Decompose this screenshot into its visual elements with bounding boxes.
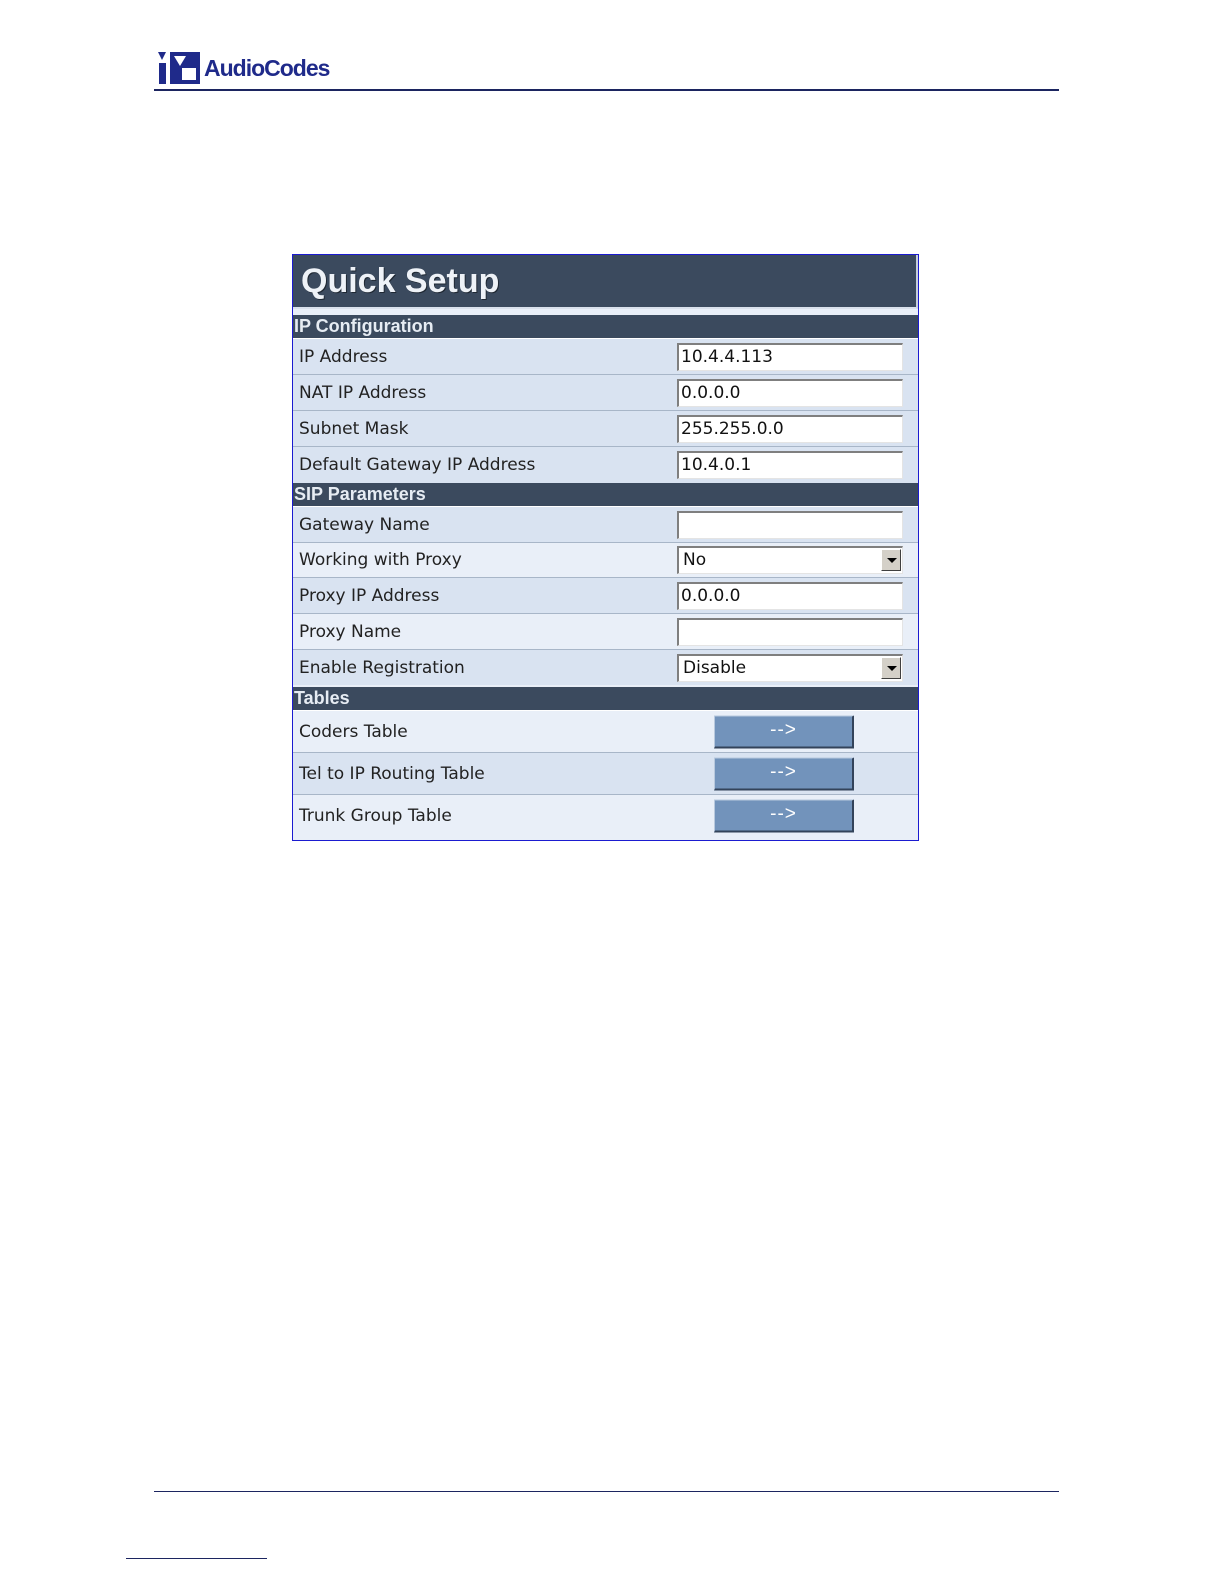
row-trunk-group-table — [293, 795, 918, 836]
nat-ip-address-field[interactable]: 0.0.0.0 — [677, 379, 903, 407]
trunk-group-table-label: Trunk Group Table — [299, 805, 452, 826]
proxy-name-field[interactable] — [677, 618, 903, 646]
row-subnet-mask — [293, 411, 918, 447]
quick-setup-panel — [292, 254, 919, 841]
section-sip-parameters: SIP Parameters — [293, 483, 918, 507]
default-gateway-field[interactable]: 10.4.0.1 — [677, 451, 903, 479]
proxy-name-label: Proxy Name — [299, 621, 402, 642]
footer-rule — [154, 1491, 1059, 1492]
chevron-down-icon[interactable] — [881, 657, 901, 679]
working-with-proxy-value: No — [683, 550, 707, 570]
gateway-name-field[interactable] — [677, 511, 903, 539]
footnote-rule — [126, 1558, 267, 1559]
coders-table-label: Coders Table — [299, 721, 408, 742]
row-ip-address — [293, 339, 918, 375]
header-rule — [154, 89, 1059, 91]
gateway-name-label: Gateway Name — [299, 514, 430, 535]
row-gateway-name — [293, 507, 918, 543]
working-with-proxy-label: Working with Proxy — [299, 550, 462, 570]
row-working-with-proxy — [293, 543, 918, 578]
row-proxy-name — [293, 614, 918, 650]
trunk-group-table-button[interactable]: --> — [714, 799, 854, 832]
section-ip-configuration: IP Configuration — [293, 315, 918, 339]
row-tel-to-ip-routing-table — [293, 753, 918, 795]
row-coders-table — [293, 711, 918, 753]
ip-address-field[interactable]: 10.4.4.113 — [677, 343, 903, 371]
working-with-proxy-select[interactable] — [677, 546, 903, 574]
page-title: Quick Setup — [293, 255, 918, 309]
tel-to-ip-routing-table-button[interactable]: --> — [714, 757, 854, 790]
row-default-gateway — [293, 447, 918, 483]
row-nat-ip-address — [293, 375, 918, 411]
tel-to-ip-routing-table-label: Tel to IP Routing Table — [299, 763, 485, 784]
proxy-ip-address-field[interactable]: 0.0.0.0 — [677, 582, 903, 610]
subnet-mask-label: Subnet Mask — [299, 418, 409, 439]
subnet-mask-field[interactable]: 255.255.0.0 — [677, 415, 903, 443]
brand-name: AudioCodes — [204, 54, 330, 81]
audiocodes-logo — [156, 52, 329, 84]
default-gateway-label: Default Gateway IP Address — [299, 455, 536, 475]
enable-registration-label: Enable Registration — [299, 657, 465, 678]
coders-table-button[interactable]: --> — [714, 715, 854, 748]
section-tables: Tables — [293, 687, 918, 711]
ip-address-label: IP Address — [299, 346, 388, 367]
audiocodes-logo-icon — [156, 52, 200, 84]
row-proxy-ip-address — [293, 578, 918, 614]
row-enable-registration — [293, 650, 918, 685]
proxy-ip-address-label: Proxy IP Address — [299, 585, 440, 606]
chevron-down-icon[interactable] — [881, 549, 901, 571]
enable-registration-value: Disable — [683, 657, 747, 678]
nat-ip-address-label: NAT IP Address — [299, 382, 427, 403]
enable-registration-select[interactable] — [677, 654, 903, 682]
